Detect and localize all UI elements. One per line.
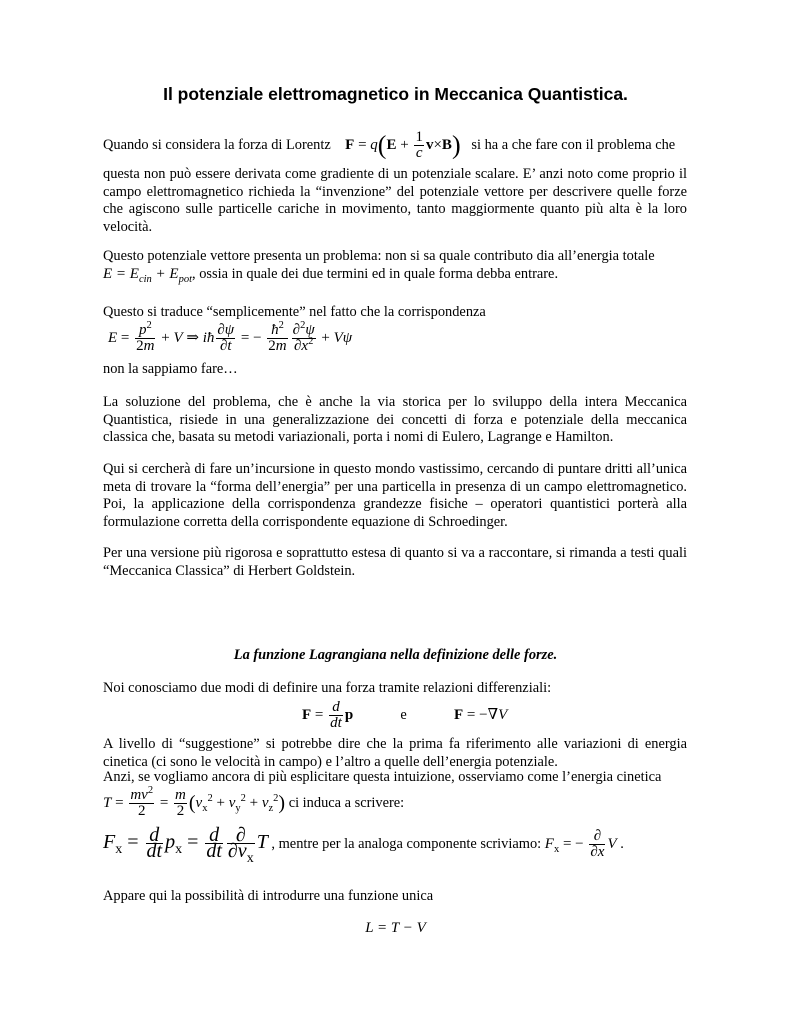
kinetic-energy-text: ci induca a scrivere: (288, 794, 405, 811)
lorentz-formula: F = q(E + $\frac{1}{c}$ v×B) (345, 129, 461, 161)
page-title: Il potenziale elettromagnetico in Meccanica Quantistica. (163, 84, 628, 104)
paragraph-6: Per una versione più rigorosa e soprattutto estesa di quanto si va a raccontare, si rimanda a testi quali “Meccanica Classica” di Herbert Goldstein. (103, 545, 687, 579)
and-word: e (400, 706, 407, 723)
paragraph-8: A livello di “suggestione” si potrebbe dire che la prima fa riferimento alle variazioni di energia cinetica (ci sono le velocità in campo) e l’altro a quelle dell’energia potenziale. (103, 736, 687, 770)
paragraph-3-line-1: Questo si traduce “semplicemente” nel fatto che la corrispondenza (103, 304, 486, 320)
schroedinger-correspondence: E = $\frac{p^2}{2m}$ + V ⇒ iħ $\frac{\partial\psi}{\partial t}$ = − $\frac{ħ^2}{2m}$ $\frac{\partial^2\psi}{\partial x^2}$ + Vψ (108, 320, 353, 354)
paragraph-7: Noi conosciamo due modi di definire una forza tramite relazioni differenziali: (103, 680, 552, 696)
kinetic-energy-line: T = $\frac{mv^2}{2}$ = $\frac{m}{2}$ $(v_x^2 + v_y^2 + v_z^2)$ ci induca a scrivere: (103, 785, 405, 819)
lorentz-after: si ha a che fare con il problema che (471, 136, 676, 153)
paragraph-1: questa non può essere derivata come gradiente di un potenziale scalare. E’ anzi noto come proprio il campo elettromagnetico richieda la “invenzione” del potenziale vettore per descrivere quelle forze che agiscono sulle particelle cariche in movimento, tanto maggiormente quanto più alta è la loro velocità. (103, 166, 687, 235)
paragraph-9: Anzi, se vogliamo ancora di più esplicitare questa intuizione, osserviamo come l’energia cinetica (103, 769, 662, 785)
paragraph-5: Qui si cercherà di fare un’incursione in questo mondo vastissimo, cercando di puntare dritti all’unica meta di trovare la “forma dell’energia” per una particella in presenza di un campo elettromagnetico. Poi, la applicazione della corrispondenza grandezze fisiche – operatori quantistici porterà alla formulazione corretta della corrispondente equazione di Schroedinger. (103, 461, 687, 530)
lagrangian-equation: L = T − V (365, 920, 426, 936)
paragraph-2-line-2 (103, 266, 687, 284)
paragraph-2-line-1: Questo potenziale vettore presenta un problema: non si sa quale contributo dia all’energia totale (103, 248, 655, 264)
force-definitions: F = $\frac{d}{dt}$ p e F = −∇V (302, 699, 508, 731)
force-component-line: $F_x$ = $\frac{d}{dt}$ $p_x$ = $\frac{d}{dt}$ $\frac{\partial}{\partial v_x}$ T , mentre per la analoga componente scriviamo: $F_x$ = − $\frac{\partial}{\partial x}$ V . (103, 824, 624, 866)
lorentz-intro: Quando si considera la forza di Lorentz (103, 136, 331, 153)
paragraph-3-line-2: non la sappiamo fare… (103, 361, 238, 377)
force-component-text: , mentre per la analoga componente scriviamo: (271, 836, 542, 853)
paragraph-2-text: , ossia in quale dei due termini ed in quale forma debba entrare. (192, 266, 559, 282)
energy-formula: $E = E_{cin} + E_{pot}$ (103, 266, 193, 285)
paragraph-4: La soluzione del problema, che è anche la via storica per lo sviluppo della intera Meccanica Quantistica, risiede in una generalizzazione dei concetti di forza e potenziale della meccanica classica che, basata su metodi variazionali, porta i nomi di Eulero, Lagrange e Hamilton. (103, 394, 687, 446)
paragraph-12: Appare qui la possibilità di introdurre una funzione unica (103, 888, 434, 904)
section-subtitle: La funzione Lagrangiana nella definizione delle forze. (233, 647, 558, 663)
lorentz-line (103, 130, 687, 161)
